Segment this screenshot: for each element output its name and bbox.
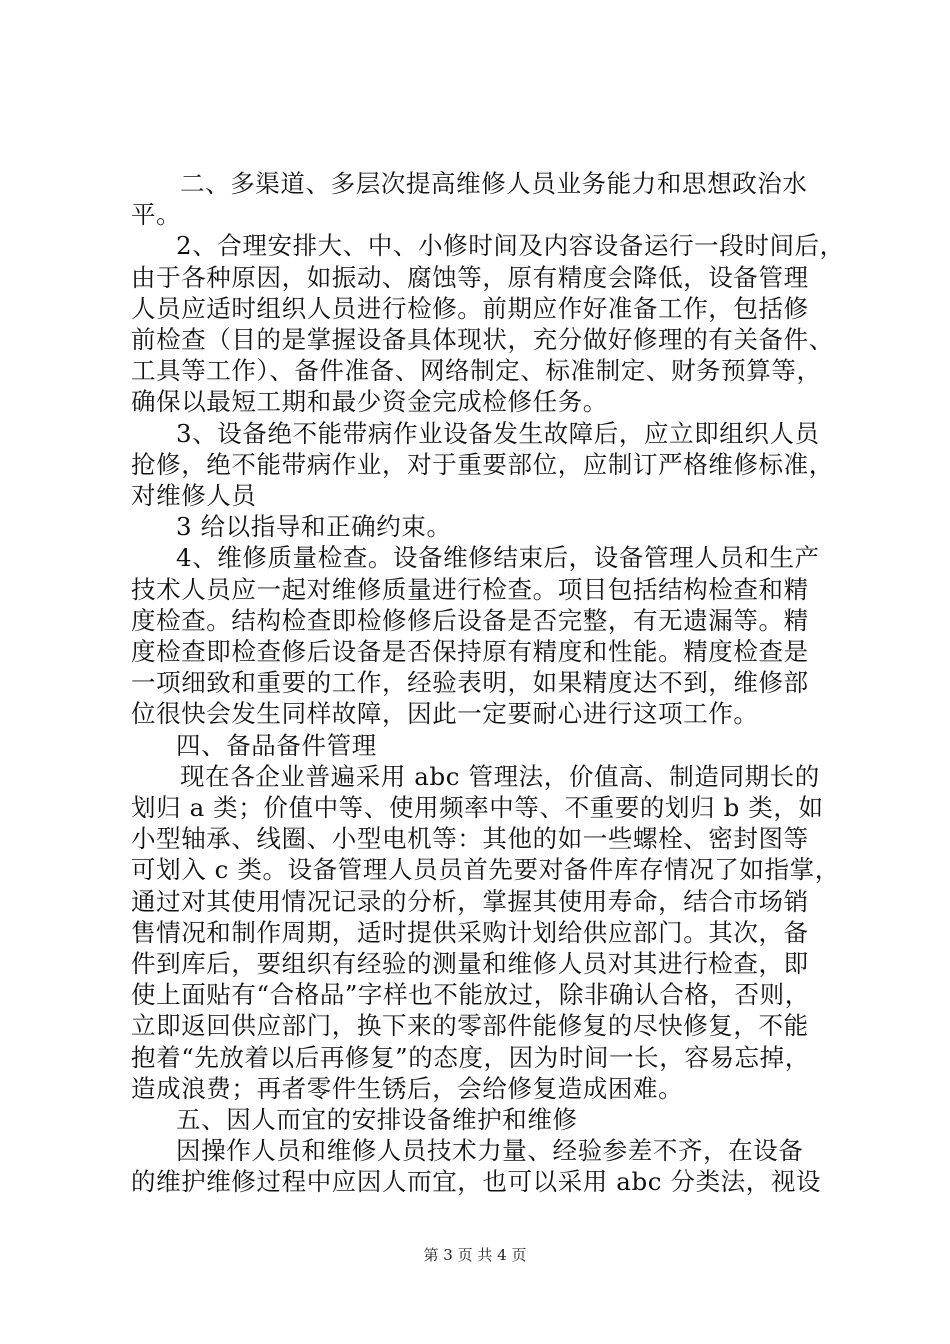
body-line: 由于各种原因，如振动、腐蚀等，原有精度会降低，设备管理 (131, 263, 809, 292)
body-line: 立即返回供应部门，换下来的零部件能修复的尽快修复，不能 (131, 1011, 809, 1040)
page-number-footer: 第 3 页 共 4 页 (423, 1246, 527, 1264)
body-line: 平。 (131, 200, 182, 229)
body-line: 3 给以指导和正确约束。 (176, 512, 452, 541)
body-line: 4、维修质量检查。设备维修结束后，设备管理人员和生产 (176, 543, 820, 572)
body-line: 技术人员应一起对维修质量进行检查。项目包括结构检查和精 (131, 575, 809, 604)
body-line: 对维修人员 (131, 481, 257, 510)
body-line: 二、多渠道、多层次提高维修人员业务能力和思想政治水 (180, 169, 808, 198)
body-line: 现在各企业普遍采用 abc 管理法，价值高、制造同期长的 (180, 762, 820, 791)
body-line: 一项细致和重要的工作，经验表明，如果精度达不到，维修部 (131, 668, 809, 697)
body-line: 前检查（目的是掌握设备具体现状，充分做好修理的有关备件、 (131, 325, 834, 354)
body-line: 通过对其使用情况记录的分析，掌握其使用寿命，结合市场销 (131, 887, 809, 916)
body-line: 造成浪费；再者零件生锈后，会给修复造成困难。 (131, 1074, 684, 1103)
body-line: 确保以最短工期和最少资金完成检修任务。 (131, 387, 608, 416)
body-line: 小型轴承、线圈、小型电机等：其他的如一些螺栓、密封图等 (131, 824, 809, 853)
body-line: 2、合理安排大、中、小修时间及内容设备运行一段时间后， (176, 231, 845, 260)
body-line: 抱着“先放着以后再修复”的态度，因为时间一长，容易忘掉， (131, 1043, 810, 1072)
body-line: 度检查即检查修后设备是否保持原有精度和性能。精度检查是 (131, 637, 809, 666)
body-line: 使上面贴有“合格品”字样也不能放过，除非确认合格，否则， (131, 980, 810, 1009)
body-line: 可划入 c 类。设备管理人员员首先要对备件库存情况了如指掌， (131, 855, 840, 884)
body-line: 位很快会发生同样故障，因此一定要耐心进行这项工作。 (131, 699, 759, 728)
section-heading: 五、因人而宜的安排设备维护和维修 (176, 1105, 578, 1134)
body-line: 的维护维修过程中应因人而宜，也可以采用 abc 分类法，视设 (131, 1167, 822, 1196)
body-line: 划归 a 类；价值中等、使用频率中等、不重要的划归 b 类，如 (131, 793, 824, 822)
body-line: 度检查。结构检查即检修修后设备是否完整，有无遗漏等。精 (131, 606, 809, 635)
section-heading: 四、备品备件管理 (176, 731, 377, 760)
body-line: 人员应适时组织人员进行检修。前期应作好准备工作，包括修 (131, 294, 809, 323)
body-line: 售情况和制作周期，适时提供采购计划给供应部门。其次，备 (131, 918, 809, 947)
body-line: 工具等工作）、备件准备、网络制定、标准制定、财务预算等， (131, 356, 822, 385)
body-line: 件到库后，要组织有经验的测量和维修人员对其进行检查，即 (131, 949, 809, 978)
body-line: 3、设备绝不能带病作业设备发生故障后，应立即组织人员 (176, 419, 820, 448)
body-line: 因操作人员和维修人员技术力量、经验参差不齐，在设备 (176, 1136, 804, 1165)
body-line: 抢修，绝不能带病作业，对于重要部位，应制订严格维修标准， (131, 450, 834, 479)
